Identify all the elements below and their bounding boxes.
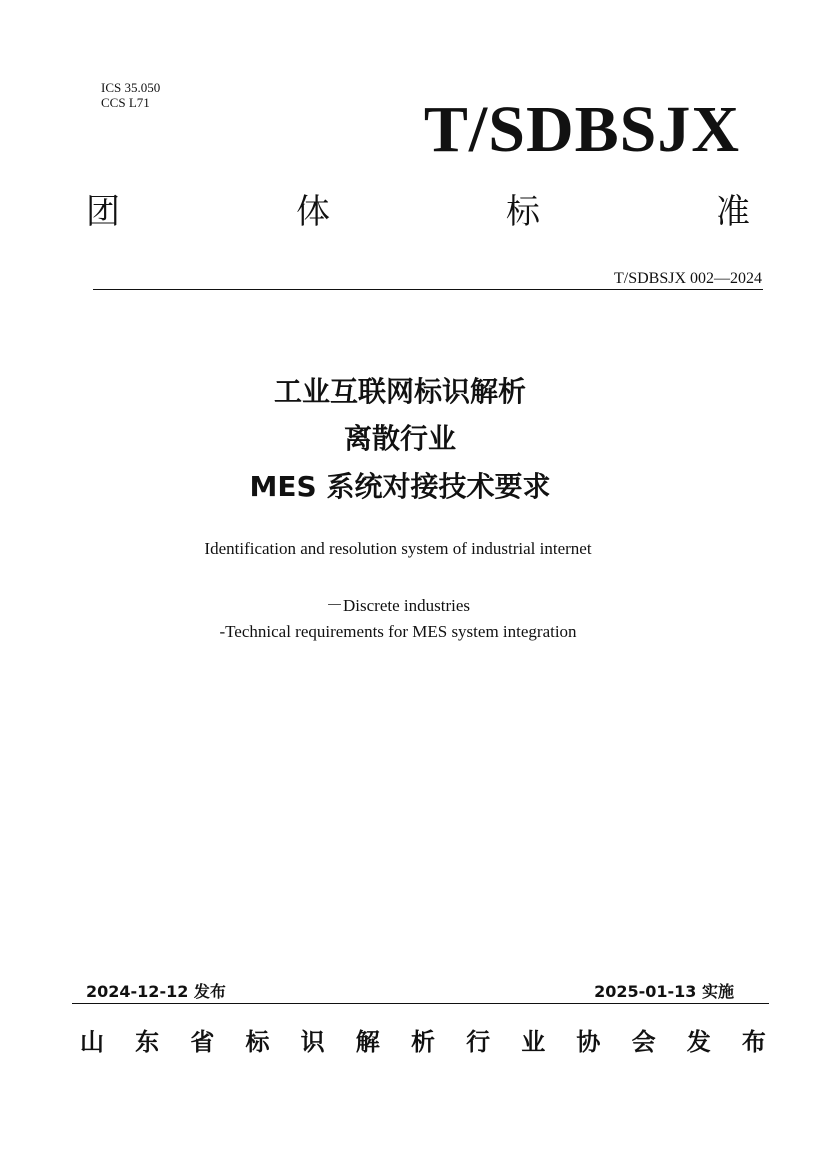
issuer-char: 山 [80, 1028, 104, 1056]
standard-logo: T/SDBSJX [423, 93, 740, 166]
english-title-line-2: －Discrete industries [326, 596, 470, 615]
implement-date: 2025-01-13 实施 [594, 982, 734, 1001]
issuer-char: 省 [190, 1028, 215, 1056]
standard-type-heading [86, 190, 750, 234]
issuer-char: 协 [576, 1028, 601, 1056]
english-title-line-3: -Technical requirements for MES system integration [219, 622, 577, 641]
header-divider [93, 289, 763, 290]
standard-type-char: 体 [296, 192, 330, 232]
issuer-char: 解 [355, 1028, 380, 1056]
standard-type-char: 准 [716, 192, 750, 232]
standard-number: T/SDBSJX 002—2024 [613, 270, 762, 287]
issuer [80, 1024, 766, 1060]
issuer-char: 析 [410, 1028, 435, 1056]
footer-divider [72, 1003, 769, 1004]
title-line-3: MES 系统对接技术要求 [249, 470, 551, 503]
issuer-char: 标 [245, 1028, 270, 1056]
ccs-code: CCS L71 [101, 95, 150, 110]
standard-type-char: 团 [86, 192, 120, 232]
title-line-1: 工业互联网标识解析 [273, 375, 526, 408]
issuer-char: 识 [300, 1028, 325, 1056]
title-line-2: 离散行业 [343, 422, 456, 455]
issuer-char: 布 [741, 1028, 766, 1056]
publish-date: 2024-12-12 发布 [86, 982, 226, 1001]
english-title-line-1: Identification and resolution system of industrial internet [204, 539, 592, 558]
issuer-char: 会 [631, 1028, 656, 1056]
issuer-char: 业 [521, 1028, 546, 1056]
issuer-char: 东 [135, 1028, 160, 1056]
issuer-char: 行 [466, 1028, 491, 1056]
classification-codes [101, 80, 160, 110]
standard-type-char: 标 [506, 192, 540, 232]
issuer-char: 发 [686, 1028, 711, 1056]
ics-code: ICS 35.050 [101, 80, 161, 95]
